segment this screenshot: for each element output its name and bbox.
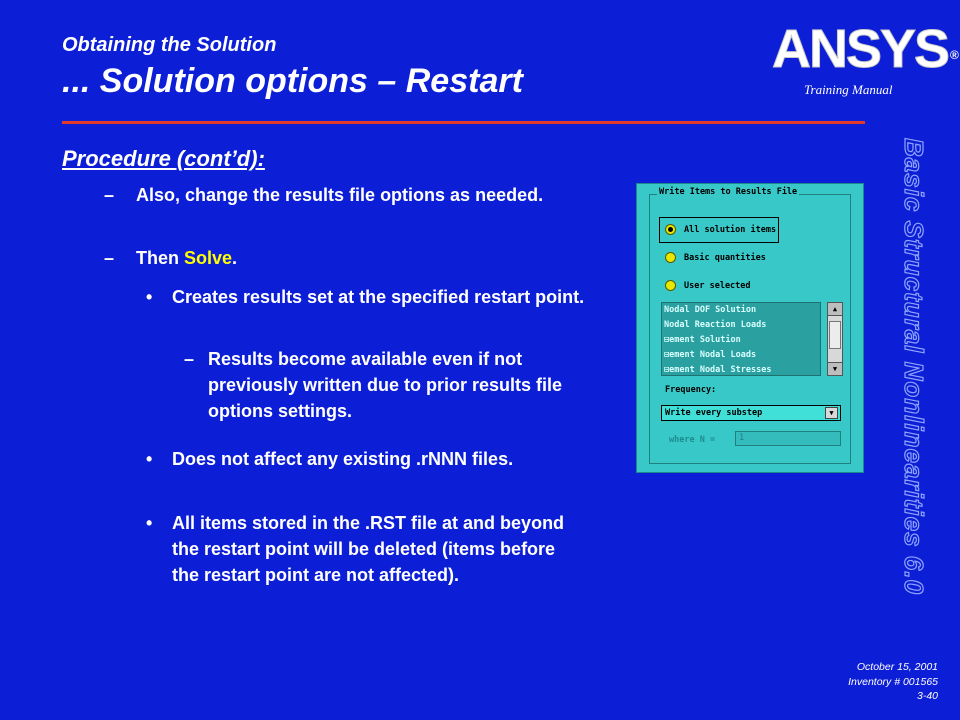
radio-icon xyxy=(665,252,676,263)
list-item[interactable]: ⊟ement Solution xyxy=(664,335,741,345)
frequency-dropdown[interactable] xyxy=(661,405,841,421)
bullet-results-available: Results become available even if not previously written due to prior results file options settings. xyxy=(208,349,563,421)
scroll-thumb[interactable] xyxy=(829,321,841,349)
page-number: 3-40 xyxy=(916,690,938,702)
bullet-rst-items-deleted: All items stored in the .RST file at and beyond the restart point will be deleted (items before the restart point are not affected). xyxy=(172,513,565,585)
list-item[interactable]: Nodal Reaction Loads xyxy=(664,320,767,330)
frequency-label: Frequency: xyxy=(665,385,717,395)
period-text: . xyxy=(232,248,238,268)
chevron-down-icon[interactable]: ▼ xyxy=(825,407,838,419)
bullet-marker: • xyxy=(146,287,153,307)
bullet-marker: • xyxy=(146,513,153,533)
group-label: Write Items to Results File xyxy=(659,187,798,197)
slide-title: ... Solution options – Restart xyxy=(62,62,523,100)
registered-mark: ® xyxy=(950,48,959,62)
bullet-marker: • xyxy=(146,449,153,469)
list-item[interactable]: ⊟ement Nodal Loads xyxy=(664,350,757,360)
list-scrollbar[interactable] xyxy=(827,302,843,376)
radio-icon xyxy=(665,280,676,291)
dash-marker: – xyxy=(104,248,115,268)
bullet-rnnn-files: Does not affect any existing .rNNN files. xyxy=(172,449,514,469)
n-value-field[interactable]: 1 xyxy=(735,431,841,446)
frequency-value: Write every substep xyxy=(665,408,763,418)
then-text: Then xyxy=(136,248,184,268)
results-file-dialog xyxy=(636,183,864,473)
radio-label: Basic quantities xyxy=(684,252,766,263)
radio-user-selected[interactable] xyxy=(665,280,751,291)
procedure-heading: Procedure (cont’d): xyxy=(62,146,265,171)
dash-marker: – xyxy=(104,185,115,205)
where-n-label: where N = xyxy=(669,435,716,445)
radio-all-solution-items[interactable] xyxy=(665,224,776,235)
slide-footer xyxy=(848,660,938,704)
section-subtitle: Obtaining the Solution xyxy=(62,34,277,56)
logo-text: ANSYS xyxy=(772,19,949,79)
result-items-list[interactable] xyxy=(661,302,821,376)
radio-label: User selected xyxy=(684,280,751,291)
scroll-up-icon[interactable]: ▲ xyxy=(828,303,842,316)
radio-label: All solution items xyxy=(684,224,777,235)
course-side-title: Basic Structural Nonlinearities 6.0 xyxy=(899,138,929,595)
scroll-down-icon[interactable]: ▼ xyxy=(828,362,842,375)
footer-inventory: Inventory # 001565 xyxy=(848,675,938,688)
bullet-results-options: Also, change the results file options as needed. xyxy=(136,185,544,205)
radio-basic-quantities[interactable] xyxy=(665,252,766,263)
radio-selected-icon xyxy=(665,224,676,235)
training-manual-label: Training Manual xyxy=(804,82,893,97)
list-item[interactable]: ⊟ement Nodal Stresses xyxy=(664,365,772,375)
dash-marker: – xyxy=(184,349,195,369)
bullet-creates-results: Creates results set at the specified restart point. xyxy=(172,287,585,307)
list-item[interactable]: Nodal DOF Solution xyxy=(664,305,757,315)
ansys-logo xyxy=(772,19,959,79)
title-divider xyxy=(62,121,865,124)
solve-highlight: Solve xyxy=(184,248,233,268)
bullet-then-solve xyxy=(136,245,596,271)
footer-date: October 15, 2001 xyxy=(856,661,938,673)
